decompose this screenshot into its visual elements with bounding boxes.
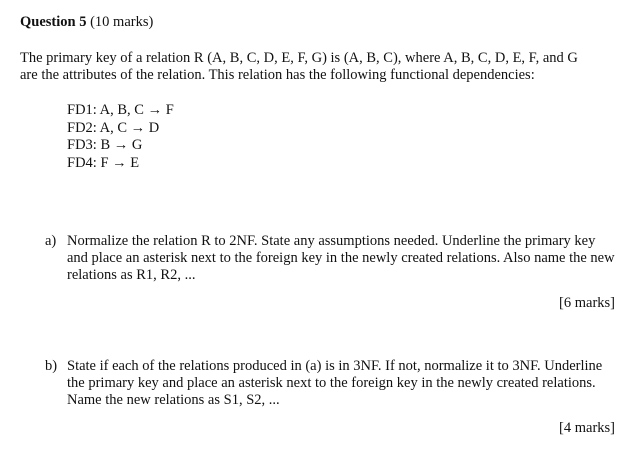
part-a-line: Normalize the relation R to 2NF. State any assumptions needed. Underline the primary key xyxy=(67,233,596,249)
part-a-line: relations as R1, R2, ... xyxy=(67,267,196,283)
part-a-line: and place an asterisk next to the foreign key in the newly created relations. Also name the new xyxy=(67,250,615,266)
part-b-line: the primary key and place an asterisk next to the foreign key in the newly created relations. xyxy=(67,375,596,391)
question-marks: (10 marks) xyxy=(90,14,154,30)
functional-dependency: FD4: F → E xyxy=(67,154,140,171)
part-a-marks: [6 marks] xyxy=(559,295,615,311)
functional-dependency: FD3: B → G xyxy=(67,137,143,153)
part-b-letter: b) xyxy=(45,358,58,374)
question-intro xyxy=(20,50,620,84)
functional-dependency: FD2: A, C → D xyxy=(67,119,160,136)
part-b-line: State if each of the relations produced in (a) is in 3NF. If not, normalize it to 3NF. Underline xyxy=(67,358,603,374)
part-b-marks: [4 marks] xyxy=(559,420,615,436)
question-label: Question 5 xyxy=(20,14,87,30)
intro-line: are the attributes of the relation. This relation has the following functional dependencies: xyxy=(20,67,535,83)
question-title xyxy=(20,14,153,31)
part-b-text xyxy=(67,358,627,409)
part-b-line: Name the new relations as S1, S2, ... xyxy=(67,392,280,408)
part-a-letter: a) xyxy=(45,233,57,249)
functional-dependency-list xyxy=(67,102,174,172)
part-a-text xyxy=(67,233,627,284)
intro-line: The primary key of a relation R (A, B, C, D, E, F, G) is (A, B, C), where A, B, C, D, E, F, and G xyxy=(20,50,578,66)
functional-dependency: FD1: A, B, C → F xyxy=(67,102,174,118)
